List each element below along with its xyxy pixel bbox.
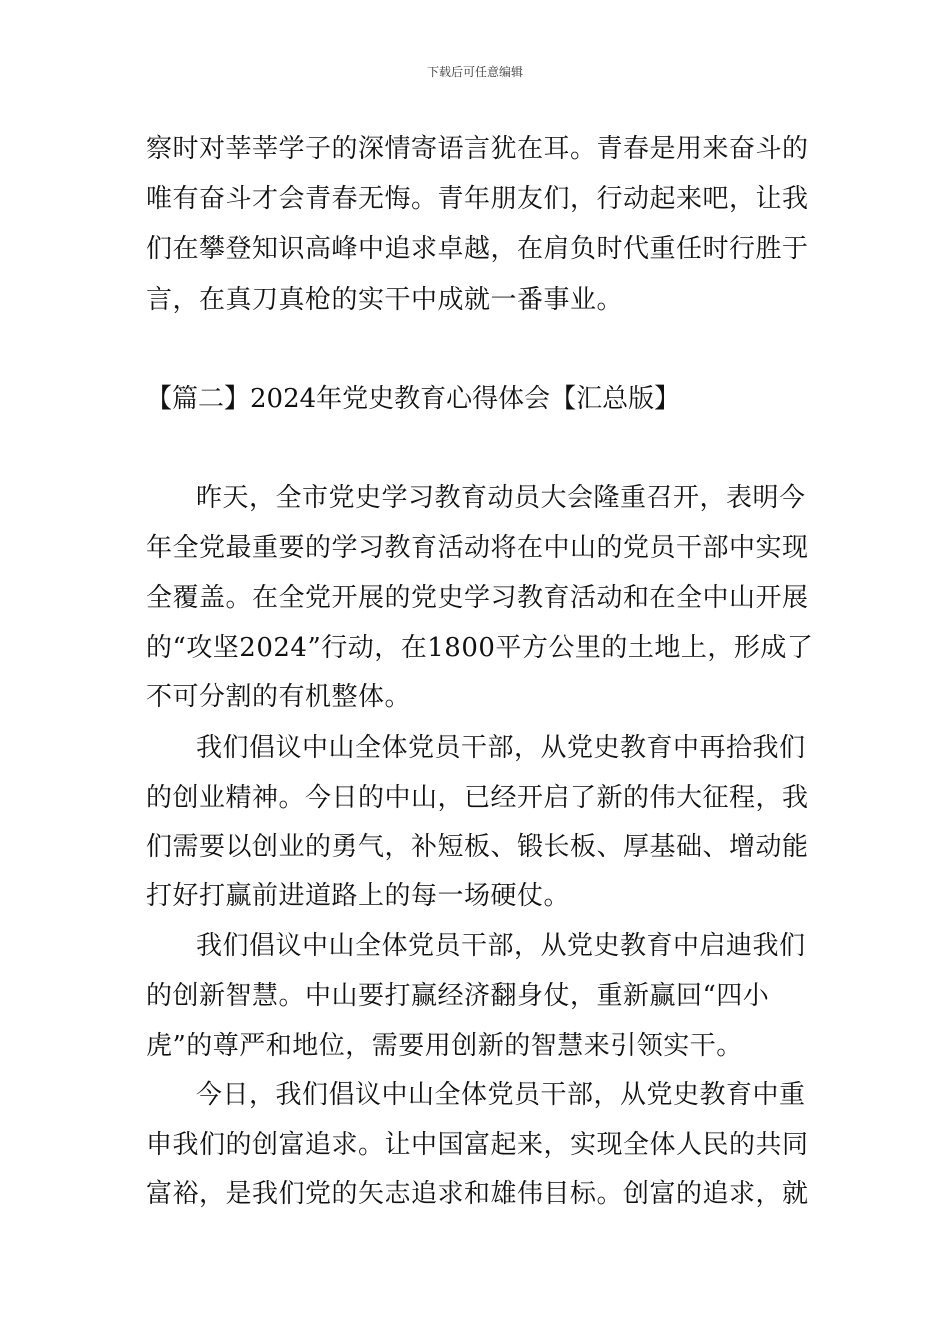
paragraph-line: 昨天，全市党史学习教育动员大会隆重召开，表明今 xyxy=(196,483,806,513)
paragraph-line: 申我们的创富追求。让中国富起来，实现全体人民的共同 xyxy=(146,1130,809,1160)
paragraph-line: 年全党最重要的学习教育活动将在中山的党员干部中实现 xyxy=(146,533,809,563)
paragraph-line: 言，在真刀真枪的实干中成就一番事业。 xyxy=(146,285,624,315)
paragraph-line: 的创业精神。今日的中山，已经开启了新的伟大征程，我 xyxy=(146,783,809,813)
section-heading: 【篇二】2024年党史教育心得体会【汇总版】 xyxy=(146,384,681,414)
paragraph-line: 的“攻坚2024”行动，在1800平方公里的土地上，形成了 xyxy=(146,633,814,663)
page-header: 下载后可任意编辑 xyxy=(426,65,523,79)
paragraph-line: 我们倡议中山全体党员干部，从党史教育中再拾我们 xyxy=(196,733,806,763)
paragraph-line: 不可分割的有机整体。 xyxy=(146,682,412,712)
paragraph-line: 们需要以创业的勇气，补短板、锻长板、厚基础、增动能 xyxy=(146,832,809,862)
paragraph-line: 今日，我们倡议中山全体党员干部，从党史教育中重 xyxy=(196,1080,806,1110)
paragraph-line: 虎”的尊严和地位，需要用创新的智慧来引领实干。 xyxy=(146,1031,743,1061)
paragraph-line: 打好打赢前进道路上的每一场硬仗。 xyxy=(146,881,571,911)
paragraph-line: 我们倡议中山全体党员干部，从党史教育中启迪我们 xyxy=(196,931,806,961)
paragraph-line: 全覆盖。在全党开展的党史学习教育活动和在全中山开展 xyxy=(146,583,809,613)
paragraph-line: 察时对莘莘学子的深情寄语言犹在耳。青春是用来奋斗的 xyxy=(146,134,809,164)
paragraph-line: 们在攀登知识高峰中追求卓越，在肩负时代重任时行胜于 xyxy=(146,234,809,264)
paragraph-line: 唯有奋斗才会青春无悔。青年朋友们，行动起来吧，让我 xyxy=(146,184,809,214)
paragraph-line: 富裕，是我们党的矢志追求和雄伟目标。创富的追求，就 xyxy=(146,1179,809,1209)
paragraph-line: 的创新智慧。中山要打赢经济翻身仗，重新赢回“四小 xyxy=(146,981,770,1011)
